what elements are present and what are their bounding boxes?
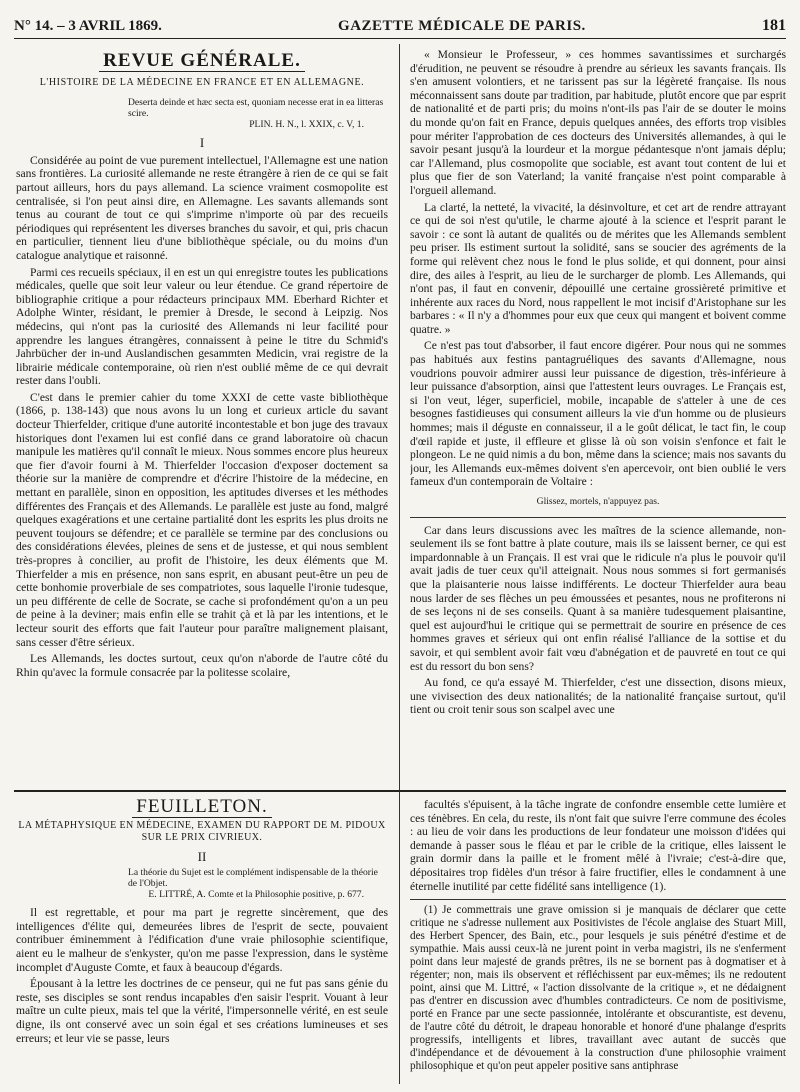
revue-title: REVUE GÉNÉRALE. xyxy=(16,54,388,68)
page-number: 181 xyxy=(761,17,786,34)
page-header xyxy=(14,14,786,39)
paragraph: Épousant à la lettre les doctrines de ce penseur, qui ne fut pas sans génie du reste, ses disciples se sont rendus incapables d'en saisir l'esprit. Vouant à leur maître un culte pieux, mais tel que la vérité, l'impersonnelle vérité, en est seule digne, ils ont conservé avec un soin égal et ses créations lumineuses et ses erreurs; et leur vie se passe, leurs xyxy=(16,977,388,1045)
paragraph: « Monsieur le Professeur, » ces hommes savantissimes et surchargés d'érudition, ne peuvent se résoudre à prendre au sérieux les savants français. Ils s'en amusent volontiers, et ne tarissent pas sur la légèreté française. Ils nous méconnaissent sans doute par tradition, par habitude, plutôt encore que par esprit de nationalité et de parti pris; du moins n'ont-ils pas l'air de se douter le moins du monde qu'on fait en France, depuis quelques années, des efforts trop visibles pour mériter l'approbation de ces docteurs des Universités allemandes, à qui le savoir pesant jusqu'à la lourdeur et la morgue pédantesque n'ont jamais déplu; car l'Allemand, plus cosmopolite que sociable, est avant tout content de lui et plus que fier de son Vaterland; la vanité française n'est point comparable à l'orgueil allemand. xyxy=(410,48,786,197)
paragraph: La clarté, la netteté, la vivacité, la désinvolture, et cet art de rendre attrayant ce qui de soi n'est qu'utile, le charme ajouté à la science et l'esprit parant le savoir : ce sont là autant de qualités ou de mérites que les Allemands semblent peu priser. Ils estiment surtout la solidité, sans se soucier des agréments de la forme qui relèvent chez nous le fond le plus solide, et qui donnent, pour ainsi dire, des ailes à l'esprit, au lieu de le surcharger de plomb. Les Allemands, qui n'ont pas, il faut en convenir, dépouillé une certaine grossièreté primitive et inhérente aux races du Nord, nous rappellent le mot incisif d'Aristophane sur les barbares : « Il n'y a d'hommes pour eux que ceux qui mangent et boivent comme quatre. » xyxy=(410,200,786,336)
paragraph: Il est regrettable, et pour ma part je regrette sincèrement, que des intelligences d'élite qui, demeurées libres de l'esprit de secte, pouvaient contribuer éminemment à l'édification d'une vraie philosophie scientifique, aient eu le malheur de s'enkyster, qu'on me passe l'expression, dans le système incomplet d'Auguste Comte, et faux à beaucoup d'égards. xyxy=(16,906,388,974)
footnote xyxy=(410,899,786,1073)
feuilleton-subtitle: LA MÉTAPHYSIQUE EN MÉDECINE, EXAMEN DU RAPPORT DE M. PIDOUX SUR LE PRIX CIVRIEUX. xyxy=(18,819,386,843)
revue-epigraph xyxy=(128,97,388,130)
column-divider xyxy=(399,44,400,1084)
epigraph-source: PLIN. H. N., l. XXIX, c. V, 1. xyxy=(249,119,364,131)
paragraph: Car dans leurs discussions avec les maîtres de la science allemande, non-seulement ils se font battre à plate couture, mais ils se laissent berner, ce qui est impardonnable à un Français. Il est vrai que le ridicule n'a plus le pouvoir qu'il avait jadis de tuer ceux qu'il atteignait. Nous nous sommes si fort germanisés que la plaisanterie nous laisse indifférents. Le docteur Thierfelder aura beau nous larder de ses flèches un peu émoussées et pesantes, nous ne profiterons ni de ses leçons ni de ses conseils. Quant à sa manière tudesquement plaisantine, quel est aujourd'hui le critique qui se permettrait de sourire en présence de ces hommes graves et sérieux qui ont enfin réalisé l'alliance de la sottise et du savoir, et qui semblent avoir fait vœu d'abnégation et de pauvreté en tout ce qui est du ressort du bon sens? xyxy=(410,523,786,673)
feuilleton-column-left xyxy=(16,798,388,1086)
epigraph-text: Deserta deinde et hæc secta est, quoniam necesse erat in ea litteras scire. xyxy=(128,97,384,120)
feuilleton-divider xyxy=(14,790,786,792)
issue-number: N° 14. – 3 AVRIL 1869. xyxy=(14,17,162,34)
verse-quote: Glissez, mortels, n'appuyez pas. xyxy=(536,496,660,507)
paragraph: facultés s'épuisent, à la tâche ingrate de confondre ensemble cette lumière et ces ténèbres. En cela, du reste, ils n'ont fait que suivre l'erre commune des écoles : au lieu de voir dans les productions de leur fondateur une moisson d'idées qui demande à passer sous le fléau et par le crible de la critique, elles laissent le grain dormir dans la paille et le froment mêlé à l'ivraie; c'est-à-dire que, dépositaires trop fidèles d'un trésor à faire fructifier, elles le condamnent à une éternelle inutilité par cette fidélité sans intelligence (1). xyxy=(410,798,786,893)
feuilleton-column-right xyxy=(410,798,786,1086)
publication-title: GAZETTE MÉDICALE DE PARIS. xyxy=(338,17,586,34)
footnote-text: (1) Je commettrais une grave omission si je manquais de déclarer que cette critique ne s'adresse nullement aux Positivistes de l'école anglaise des Stuart Mill, des Herbert Spencer, des Bain, etc., pour lesquels je suis pénétré d'estime et de sympathie. Mais aussi ceux-là ne jurent point in verba magistri, ils ne s'enferment point dans leur majesté de grands prêtres, ils ne se bornent pas à dogmatiser et à régenter; non, mais ils observent et réfléchissent par eux-mêmes; ils ne redoutent point, ainsi que M. Littré, « l'action dissolvante de la critique », et ne dédaignent pas d'entrer en discussion avec d'humbles contradicteurs. Ce nom de positivisme, porté en France par une secte passionnée, intolérante et obscurantiste, est devenu, de l'autre côté du détroit, le drapeau honorable et honoré d'une phalange d'esprits progressifs, intelligents et libres, travaillant avec autant de succès que d'indépendance et de dévouement à la construction d'une philosophie vraiment philosophique et qu'on peut appeler positive sans antiphrase xyxy=(410,904,786,1073)
paragraph: Parmi ces recueils spéciaux, il en est un qui enregistre toutes les publications médicales, quelle que soit leur valeur ou leur étendue. Ce grand répertoire de bibliographie critique a pour rédacteurs principaux MM. Eberhard Richter et Adolphe Winter, résidant, le premier à Dresde, le second à Leipzig. Nos médecins, qui n'ont pas la curiosité des Allemands ni leur facilité pour apprendre les langues étrangères, connaissent à peine le titre du Schmid's Jahrbücher der in-und Auslandischen gesammten Medicin, vrai registre de la librairie médicale contemporaine, où rien n'est oublié même de ce qui devrait rester dans l'oubli. xyxy=(16,265,388,388)
feuilleton-epigraph xyxy=(128,867,388,900)
paragraph: C'est dans le premier cahier du tome XXXI de cette vaste bibliothèque (1866, p. 138-143) que nous avons lu un long et curieux article du savant docteur Thierfelder, critique d'une autorité incontestable et bon juge des travaux historiques dont l'examen lui est confié dans ce grand laboratoire où chacun manipule les matières qu'il connaît le mieux. Nous sommes encore plus heureux que fier d'avoir fourni à M. Thierfelder l'occasion d'exposer doctement sa théorie sur la manière de comprendre et d'écrire l'histoire de la médecine, en mettant en parallèle, sinon en opposition, les aptitudes diverses et les méthodes différentes des Français et des Allemands. Le parallèle est juste au fond, malgré quelques exagérations et une certaine partialité dont les esprits les plus droits ne peuvent toujours se défendre; et ce parallèle se termine par des conclusions ou des considérations élevées, pleines de sens et de justesse, et qui nous semblent très-propres à concilier, au profit de l'histoire, les deux éléments que M. Thierfelder a mis en présence, non sans esprit, en abusant peut-être un peu de cette bonhomie proverbiale de ses compatriotes, sous laquelle l'ironie tudesque, un peu différente de celle de Socrate, se cache si profondément qu'on a un peu de peine à la deviner; mais enfin elle se trahit çà et là par les intentions, et le lecteur sourit des efforts que fait l'auteur pour paraître malignement plaisant, sans cesser d'être sérieux. xyxy=(16,390,388,649)
paragraph: Considérée au point de vue purement intellectuel, l'Allemagne est une nation sans frontières. La curiosité allemande ne reste étrangère à rien de ce qui se fait partout ailleurs, hors du pays allemand. La science vraiment cosmopolite est centralisée, si l'on peut ainsi dire, en Allemagne. Les savants allemands sont tenus au courant de tout ce qui s'imprime n'importe où par des recueils périodiques qui représentent les diverses branches du savoir, et qui, pris chacun en particulier, tiennent lieu d'une bibliothèque spéciale, ou du moins d'un catalogue analytique et raisonné. xyxy=(16,153,388,262)
section-numeral: I xyxy=(199,135,205,151)
paragraph: Ce n'est pas tout d'absorber, il faut encore digérer. Pour nous qui ne sommes pas habitués aux festins pantagruéliques des savants d'Allemagne, nous voudrions pouvoir admirer aussi leur puissance de digestion, très-inférieure à leur puissance d'absorption, ainsi que l'attestent leurs ouvrages. Le Français est, si l'on veut, léger, superficiel, mobile, incapable de s'atteler à une de ces besognes fastidieuses qui consument ailleurs la vie d'un homme ou de plusieurs hommes; mais il déguste en connaisseur, il a le goût délicat, le tact fin, le coup d'œil rapide et juste, il effleure et glisse là où son voisin s'enfonce et fait le plongeon. Le ne quid nimis a du bon, même dans la science; mais nos savants du jour, les Allemands eux-mêmes doivent s'en apercevoir, ont bien oublié le vers fameux d'un contemporain de Voltaire : xyxy=(410,339,786,489)
section-rule xyxy=(410,517,786,518)
revue-subtitle: L'HISTOIRE DE LA MÉDECINE EN FRANCE ET EN ALLEMAGNE. xyxy=(39,76,365,88)
revue-column-right xyxy=(410,48,786,784)
paragraph: Au fond, ce qu'a essayé M. Thierfelder, c'est une dissection, disons mieux, une vivisection des deux nationalités; de la nationalité française surtout, qu'il tient ou croit tenir sous son scalpel avec une xyxy=(410,676,786,717)
epigraph-text: La théorie du Sujet est le complément indispensable de la théorie de l'Objet. xyxy=(128,867,378,890)
epigraph-source: E. LITTRÉ, A. Comte et la Philosophie positive, p. 677. xyxy=(148,889,364,901)
paragraph: Les Allemands, les doctes surtout, ceux qu'on n'aborde de l'autre côté du Rhin qu'avec la formule consacrée par la politesse scolaire, xyxy=(16,652,388,679)
section-numeral: II xyxy=(197,848,207,864)
feuilleton-title: FEUILLETON. xyxy=(16,800,388,814)
revue-column-left xyxy=(16,48,388,784)
